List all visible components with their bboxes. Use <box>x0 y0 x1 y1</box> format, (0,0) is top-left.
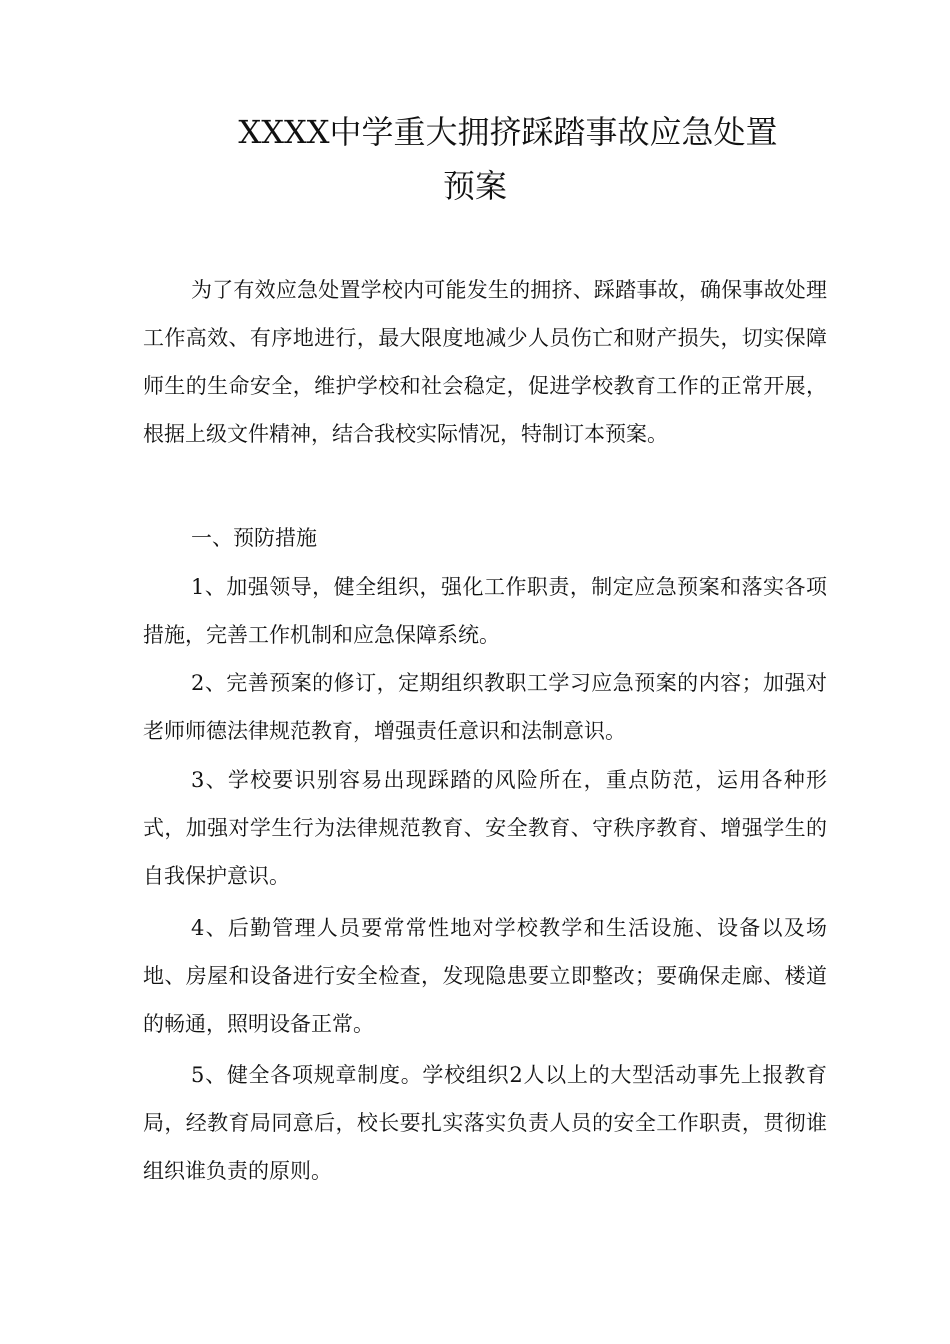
list-item: 1、加强领导，健全组织，强化工作职责，制定应急预案和落实各项措施，完善工作机制和应急保障系统。 <box>143 575 827 647</box>
list-item: 5、健全各项规章制度。学校组织2人以上的大型活动事先上报教育局，经教育局同意后，校长要扎实落实负责人员的安全工作职责，贯彻谁组织谁负责的原则。 <box>143 1063 827 1183</box>
list-item: 2、完善预案的修订，定期组织教职工学习应急预案的内容；加强对老师师德法律规范教育，增强责任意识和法制意识。 <box>143 671 827 743</box>
section-heading-prevention: 一、预防措施 <box>191 526 317 550</box>
list-item: 3、学校要识别容易出现踩踏的风险所在，重点防范，运用各种形式，加强对学生行为法律规范教育、安全教育、守秩序教育、增强学生的自我保护意识。 <box>143 768 827 888</box>
list-item: 4、后勤管理人员要常常性地对学校教学和生活设施、设备以及场地、房屋和设备进行安全检查，发现隐患要立即整改；要确保走廊、楼道的畅通，照明设备正常。 <box>143 916 827 1036</box>
document-title-line1: XXXX中学重大拥挤踩踏事故应急处置 <box>238 113 778 151</box>
intro-paragraph: 为了有效应急处置学校内可能发生的拥挤、踩踏事故，确保事故处理工作高效、有序地进行，最大限度地减少人员伤亡和财产损失，切实保障师生的生命安全，维护学校和社会稳定，促进学校教育工作的正常开展，根据上级文件精神，结合我校实际情况，特制订本预案。 <box>143 278 827 446</box>
document-title-line2: 预案 <box>442 167 507 205</box>
